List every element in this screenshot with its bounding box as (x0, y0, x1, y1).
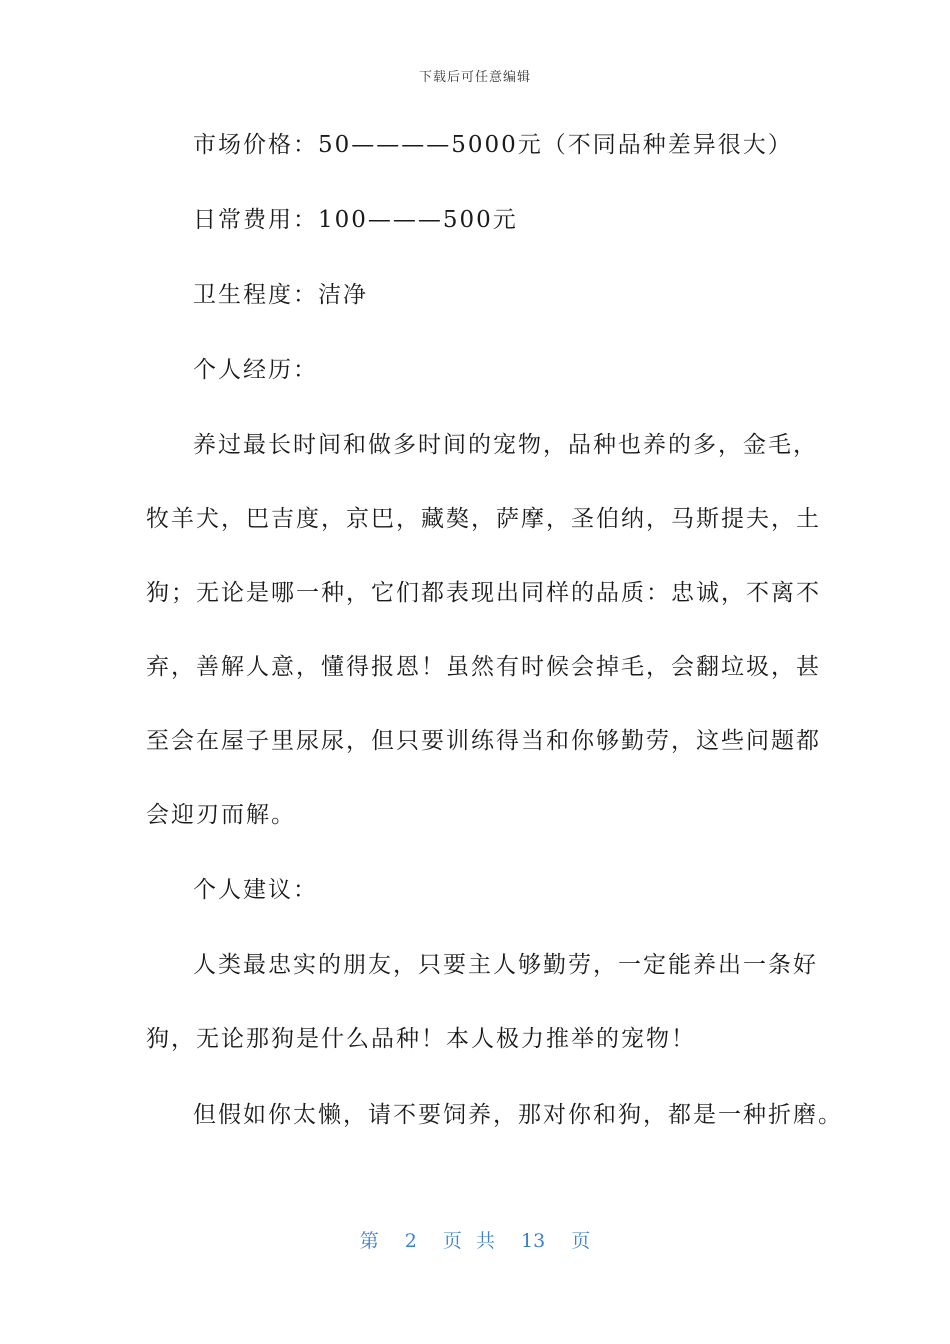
footer-prefix: 第 (359, 1230, 379, 1252)
experience-line-1: 养过最长时间和做多时间的宠物，品种也养的多，金毛， (193, 432, 818, 458)
footer-total-pages: 13 (521, 1230, 546, 1252)
experience-line-3: 狗；无论是哪一种，它们都表现出同样的品质：忠诚，不离不 (146, 580, 821, 606)
experience-heading: 个人经历： (193, 357, 318, 383)
advice-paragraph (146, 928, 818, 1076)
page-header-note: 下载后可任意编辑 (418, 70, 531, 85)
footer-mid: 页 共 (442, 1230, 495, 1252)
hygiene-level-line: 卫生程度：洁净 (193, 282, 368, 308)
advice-line-1: 人类最忠实的朋友，只要主人够勤劳，一定能养出一条好 (193, 952, 818, 978)
market-price-line: 市场价格：50————5000元（不同品种差异很大） (193, 132, 793, 158)
footer-current-page: 2 (404, 1230, 417, 1252)
experience-line-2: 牧羊犬，巴吉度，京巴，藏獒，萨摩，圣伯纳，马斯提夫，土 (146, 506, 821, 532)
advice-line-2: 狗，无论那狗是什么品种！本人极力推举的宠物！ (146, 1026, 696, 1052)
experience-line-4: 弃，善解人意，懂得报恩！虽然有时候会掉毛，会翻垃圾，甚 (146, 654, 821, 680)
warning-paragraph: 但假如你太懒，请不要饲养，那对你和狗，都是一种折磨。 (193, 1102, 843, 1128)
experience-line-6: 会迎刃而解。 (146, 802, 296, 828)
experience-line-5: 至会在屋子里尿尿，但只要训练得当和你够勤劳，这些问题都 (146, 728, 821, 754)
experience-paragraph (146, 408, 821, 852)
page-number-footer (0, 1226, 950, 1253)
daily-cost-line: 日常费用：100———500元 (193, 207, 518, 233)
footer-suffix: 页 (571, 1230, 591, 1252)
advice-heading: 个人建议： (193, 877, 318, 903)
